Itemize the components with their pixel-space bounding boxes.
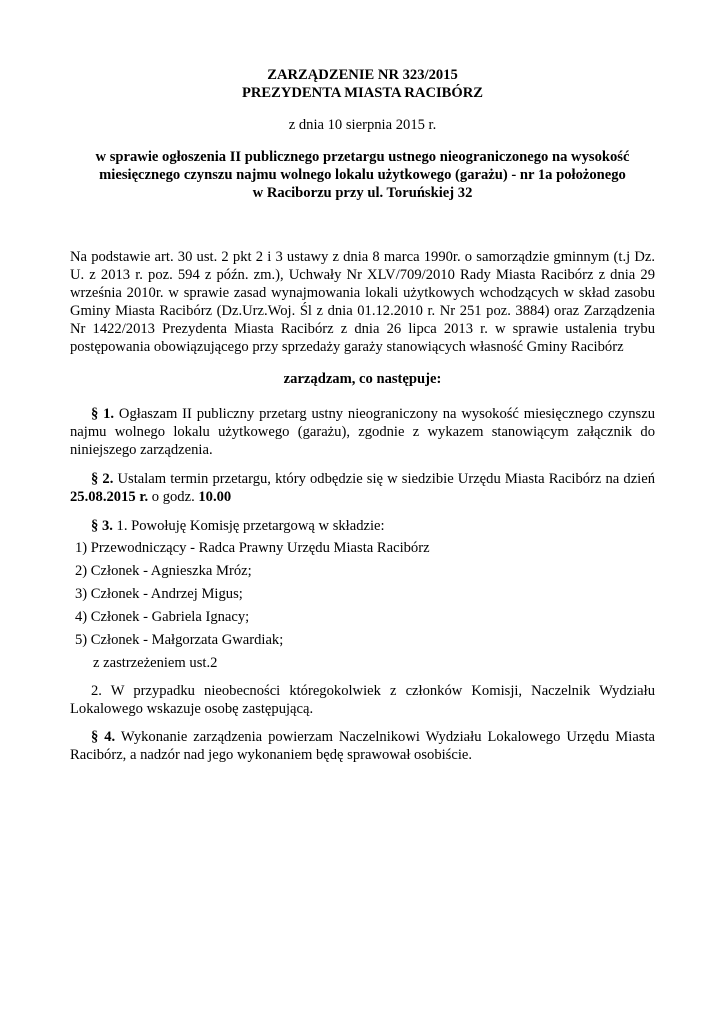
auction-date: 25.08.2015 r. xyxy=(70,489,149,505)
committee-member: 4) Członek - Gabriela Ignacy; xyxy=(75,609,250,625)
document-title xyxy=(70,66,655,102)
section-3-point-2: 2. W przypadku nieobecności któregokolwiek z członków Komisji, Naczelnik Wydziału Lokalowego wskazuje osobę zastępującą. xyxy=(70,683,655,717)
decree-heading: zarządzam, co następuje: xyxy=(283,371,442,387)
title-line-2: PREZYDENTA MIASTA RACIBÓRZ xyxy=(241,85,484,101)
section-2-text: Ustalam termin przetargu, który odbędzie się w siedzibie Urzędu Miasta Racibórz na dzień xyxy=(113,471,655,487)
subject-line-3: w Raciborzu przy ul. Toruńskiej 32 xyxy=(252,185,473,201)
section-2-label: § 2. xyxy=(91,471,114,487)
document-subject xyxy=(70,148,655,202)
reservation-note: z zastrzeżeniem ust.2 xyxy=(93,655,218,671)
committee-member: 2) Członek - Agnieszka Mróz; xyxy=(75,563,252,579)
committee-member: 3) Członek - Andrzej Migus; xyxy=(75,586,243,602)
section-3-text: 1. Powołuję Komisję przetargową w składzie: xyxy=(112,518,385,534)
committee-member: 5) Członek - Małgorzata Gwardiak; xyxy=(75,632,284,648)
committee-member: 1) Przewodniczący - Radca Prawny Urzędu Miasta Racibórz xyxy=(75,540,430,556)
title-line-1: ZARZĄDZENIE NR 323/2015 xyxy=(267,67,458,83)
section-3-label: § 3. xyxy=(91,518,113,534)
section-1 xyxy=(70,405,655,459)
section-4-label: § 4. xyxy=(91,729,116,745)
section-4 xyxy=(70,728,655,764)
time-prefix: o godz. xyxy=(148,489,199,505)
document-page xyxy=(70,66,655,764)
section-1-text: Ogłaszam II publiczny przetarg ustny nieograniczony na wysokość miesięcznego czynszu najmu wolnego lokalu użytkowego (garażu), zgodnie z wykazem stanowiącym załącznik do niniejszego zarządzenia. xyxy=(70,406,656,458)
document-date: z dnia 10 sierpnia 2015 r. xyxy=(288,117,437,133)
auction-time: 10.00 xyxy=(198,489,232,505)
subject-line-1: w sprawie ogłoszenia II publicznego przetargu ustnego nieograniczonego na wysokość xyxy=(95,149,630,165)
section-1-label: § 1. xyxy=(91,406,115,422)
legal-basis-paragraph: Na podstawie art. 30 ust. 2 pkt 2 i 3 ustawy z dnia 8 marca 1990r. o samorządzie gminnym (t.j Dz. U. z 2013 r. poz. 594 z późn. zm.), Uchwały Nr XLV/709/2010 Rady Miasta Racibórz z dnia 29 września 2010r. w sprawie zasad wynajmowania lokali użytkowych wchodzących w skład zasobu Gminy Miasta Racibórz (Dz.Urz.Woj. Śl z dnia 01.12.2010 r. Nr 251 poz. 3884) oraz Zarządzenia Nr 1422/2013 Prezydenta Miasta Racibórz z dnia 26 lipca 2013 r. w sprawie ustalenia trybu postępowania obowiązującego przy sprzedaży garaży stanowiących własność Gminy Racibórz xyxy=(70,249,655,355)
section-4-text: Wykonanie zarządzenia powierzam Naczelnikowi Wydziału Lokalowego Urzędu Miasta Racibórz, a nadzór nad jego wykonaniem będę sprawował osobiście. xyxy=(70,729,656,763)
section-2 xyxy=(70,470,655,506)
subject-line-2: miesięcznego czynszu najmu wolnego lokalu użytkowego (garażu) - nr 1a położonego xyxy=(99,167,626,183)
section-3 xyxy=(70,517,655,535)
